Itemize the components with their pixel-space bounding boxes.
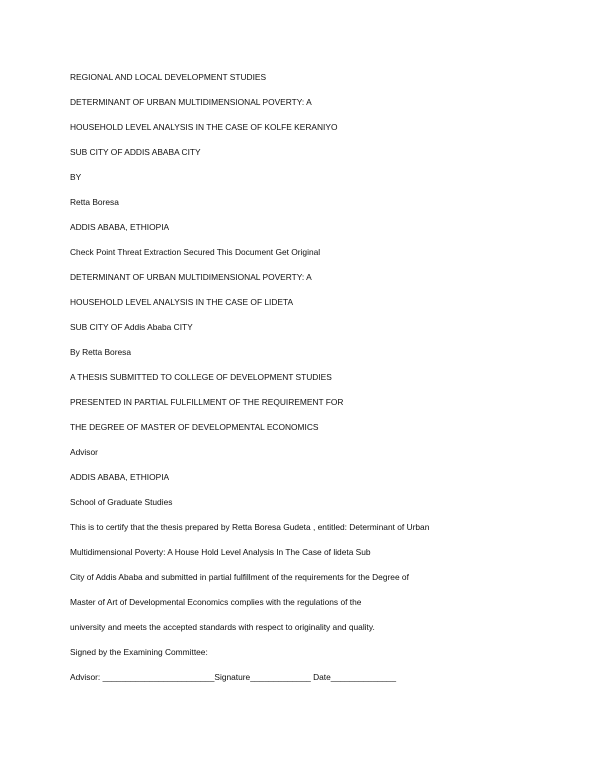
- title-line-2: HOUSEHOLD LEVEL ANALYSIS IN THE CASE OF KOLFE KERANIYO: [70, 122, 338, 132]
- department-heading: REGIONAL AND LOCAL DEVELOPMENT STUDIES: [70, 72, 267, 82]
- certification-line-4: Master of Art of Developmental Economics complies with the regulations of the: [70, 597, 362, 607]
- committee-heading: Signed by the Examining Committee:: [70, 647, 208, 657]
- certification-line-1: This is to certify that the thesis prepared by Retta Boresa Gudeta , entitled: Determinant of Urban: [70, 522, 430, 532]
- certification-line-5: university and meets the accepted standards with respect to originality and quality.: [70, 622, 375, 632]
- signature-line: Advisor: ________________________Signature_____________ Date______________: [70, 672, 396, 682]
- advisor-label: Advisor: [70, 447, 98, 457]
- by-label: BY: [70, 172, 82, 182]
- certification-line-2: Multidimensional Poverty: A House Hold Level Analysis In The Case of lideta Sub: [70, 547, 371, 557]
- thesis-statement-line-3: THE DEGREE OF MASTER OF DEVELOPMENTAL ECONOMICS: [70, 422, 319, 432]
- thesis-statement-line-2: PRESENTED IN PARTIAL FULFILLMENT OF THE REQUIREMENT FOR: [70, 397, 344, 407]
- title-line-3: SUB CITY OF ADDIS ABABA CITY: [70, 147, 201, 157]
- certification-line-3: City of Addis Ababa and submitted in partial fulfillment of the requirements for the Degree of: [70, 572, 409, 582]
- second-title-line-2: HOUSEHOLD LEVEL ANALYSIS IN THE CASE OF LIDETA: [70, 297, 294, 307]
- thesis-statement-line-1: A THESIS SUBMITTED TO COLLEGE OF DEVELOPMENT STUDIES: [70, 372, 332, 382]
- location-2: ADDIS ABABA, ETHIOPIA: [70, 472, 170, 482]
- author-name: Retta Boresa: [70, 197, 119, 207]
- location: ADDIS ABABA, ETHIOPIA: [70, 222, 170, 232]
- title-line-1: DETERMINANT OF URBAN MULTIDIMENSIONAL POVERTY: A: [70, 97, 312, 107]
- security-notice: Check Point Threat Extraction Secured This Document Get Original: [70, 247, 321, 257]
- second-title-line-1: DETERMINANT OF URBAN MULTIDIMENSIONAL POVERTY: A: [70, 272, 312, 282]
- second-title-line-3: SUB CITY OF Addis Ababa CITY: [70, 322, 193, 332]
- author-byline: By Retta Boresa: [70, 347, 131, 357]
- school-name: School of Graduate Studies: [70, 497, 173, 507]
